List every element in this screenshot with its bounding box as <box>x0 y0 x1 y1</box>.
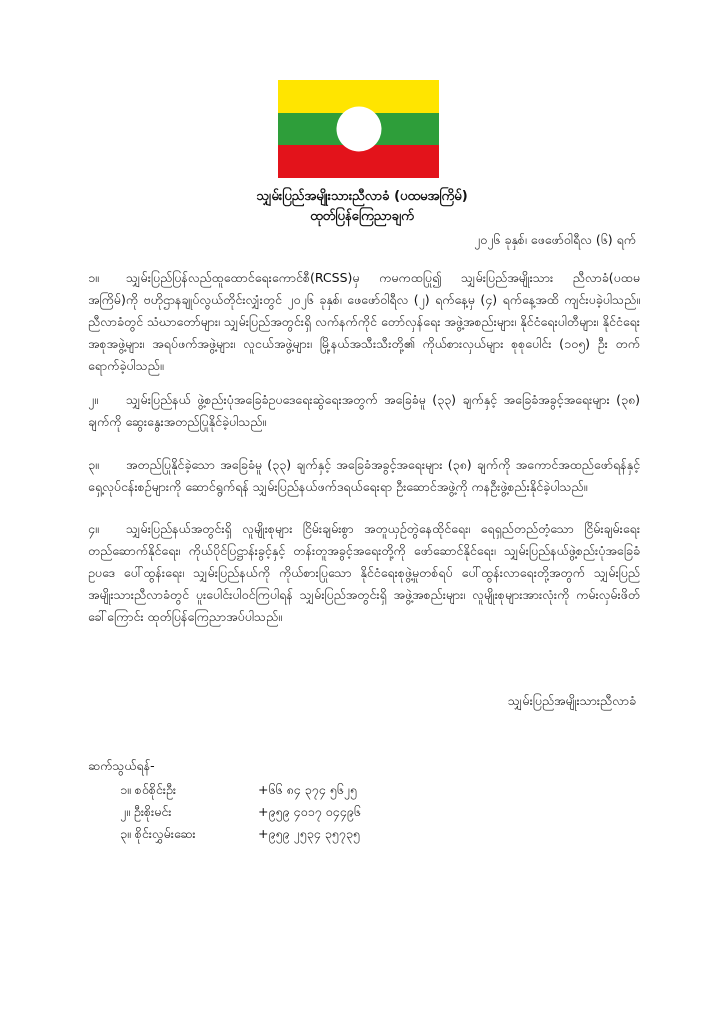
contact-phone: +၉၅၉ ၄၀၁၇ ၀၄၄၉၆ <box>258 804 361 819</box>
paragraph-number: ၃။ <box>88 457 99 472</box>
statement-title: သျှမ်းပြည်အမျိုးသားညီလာခံ (ပထမအကြိမ်) <box>256 189 468 204</box>
statement-date: ၂၀၂၆ ခုနှစ်၊ ဖေဖော်ဝါရီလ (၆) ရက် <box>474 232 636 247</box>
paragraph-1 <box>88 267 640 377</box>
contact-phone: +၆၆ ၈၄ ၃၇၄ ၅၆၂၅ <box>258 782 357 797</box>
paragraph-4 <box>88 518 640 628</box>
paragraph-3 <box>88 454 640 498</box>
paragraph-number: ၁။ <box>88 270 99 285</box>
contact-row <box>120 823 361 845</box>
flag-white-circle-icon <box>336 107 381 152</box>
paragraph-text: သျှမ်းပြည်နယ် ဖွဲ့စည်းပုံအခြေခံဥပဒေရေးဆွဲရေးအတွက် အခြေခံမူ (၃၃) ချက်နှင့် အခြေခံအခွင့်အရေးများ (၃၈) ချက်ကို ဆွေးနွေးအတည်ပြုနိုင်ခဲ့ပါသည်။ <box>88 392 640 429</box>
shan-state-flag <box>278 80 439 178</box>
contact-name: ၃။ စိုင်းလွှမ်းဆေး <box>120 826 196 841</box>
contact-phone: +၉၅၉ ၂၅၃၄ ၃၅၇၃၅ <box>258 826 360 841</box>
signature-line: သျှမ်းပြည်အမျိုးသားညီလာခံ <box>507 693 636 708</box>
contact-row <box>120 801 361 823</box>
contact-heading: ဆက်သွယ်ရန်- <box>88 758 155 773</box>
contact-name: ၁။ စဝ်စိုင်းဦး <box>120 782 177 797</box>
contact-list <box>120 779 361 845</box>
paragraph-text: သျှမ်းပြည်နယ်အတွင်းရှိ လူမျိုးစုများ ငြိမ်းချမ်းစွာ အတူယှဉ်တွဲနေထိုင်ရေး၊ ရေရှည်တည်တံ့သော ငြိမ်းချမ်းရေး တည်ဆောက်နိုင်ရေး၊ ကိုယ်ပိုင်ပြဋ္ဌာန်းခွင့်နှင့် တန်းတူအခွင့်အရေးတို့ကို ဖော်ဆောင်နိုင်ရေး၊ သျှမ်းပြည်နယ်ဖွဲ့စည်းပုံအခြေခံဥပဒေ ပေါ်ထွန်းရေး၊ သျှမ်းပြည်နယ်ကို ကိုယ်စားပြုသော နိုင်ငံရေးစုဖွဲ့မှုတစ်ရပ် ပေါ်ထွန်းလာရေးတို့အတွက် သျှမ်းပြည်အမျိုးသားညီလာခံတွင် ပူးပေါင်းပါဝင်ကြပါရန် သျှမ်းပြည်အတွင်းရှိ အဖွဲ့အစည်းများ၊ လူမျိုးစုများအားလုံးကို ကမ်းလှမ်းဖိတ်ခေါ်ကြောင်း ထုတ်ပြန်ကြေညာအပ်ပါသည်။ <box>88 521 640 624</box>
paragraph-text: သျှမ်းပြည်ပြန်လည်ထူထောင်ရေးကောင်စီ(RCSS)မှ ကမကထပြု၍ သျှမ်းပြည်အမျိုးသား ညီလာခံ(ပထမအကြိမ်)ကို ဗဟိုဌာနချုပ်လွယ်တိုင်းလျှံးတွင် ၂၀၂၆ ခုနှစ်၊ ဖေဖော်ဝါရီလ (၂) ရက်နေ့မှ (၄) ရက်နေ့အထိ ကျင်းပခဲ့ပါသည်။ ညီလာခံတွင် သံဃာတော်များ၊ သျှမ်းပြည်အတွင်းရှိ လက်နက်ကိုင် တော်လှန်ရေး အဖွဲ့အစည်းများ၊ နိုင်ငံရေးပါတီများ၊ နိုင်ငံရေးအစုအဖွဲ့များ၊ အရပ်ဖက်အဖွဲ့များ၊ လူငယ်အဖွဲ့များ၊ မြို့နယ်အသီးသီးတို့၏ ကိုယ်စားလှယ်များ စုစုပေါင်း (၁၀၅) ဦး တက်ရောက်ခဲ့ပါသည်။ <box>88 270 640 373</box>
statement-subtitle: ထုတ်ပြန်ကြေညာချက် <box>310 209 414 224</box>
contact-name: ၂။ ဦးစိုးမင်း <box>120 804 172 819</box>
paragraph-2 <box>88 389 640 433</box>
paragraph-text: အတည်ပြုနိုင်ခဲ့သော အခြေခံမူ (၃၃) ချက်နှင့် အခြေခံအခွင့်အရေးများ (၃၈) ချက်ကို အကောင်အထည်ဖော်ရန်နှင့် ရှေ့လုပ်ငန်းစဉ်များကို ဆောင်ရွက်ရန် သျှမ်းပြည်နယ်ဖက်ဒရယ်ရေးရာ ဦးဆောင်အဖွဲ့ကို ကနဦးဖွဲ့စည်းနိုင်ခဲ့ပါသည်။ <box>88 457 640 494</box>
contact-row <box>120 779 361 801</box>
paragraph-number: ၄။ <box>88 521 99 536</box>
paragraph-number: ၂။ <box>88 392 98 407</box>
